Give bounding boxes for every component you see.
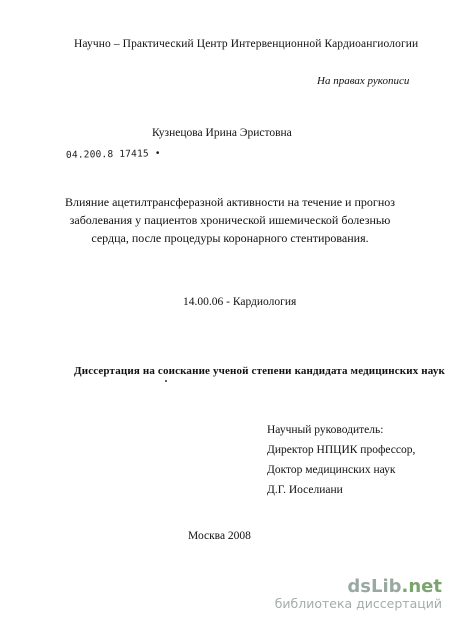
dissertation-title	[60, 193, 400, 247]
title-line: сердца, после процедуры коронарного стентирования.	[91, 231, 369, 245]
city-year: Москва 2008	[188, 530, 251, 542]
dslib-watermark[interactable]	[275, 578, 442, 612]
logo-name: dsLib	[347, 576, 402, 597]
dslib-logo	[275, 578, 442, 596]
supervisor-line: Директор НПЦИК профессор,	[267, 444, 416, 456]
title-line: заболевания у пациентов хронической ишемической болезнью	[69, 213, 391, 227]
supervisor-block	[267, 420, 415, 500]
dissertation-type: Диссертация на соискание ученой степени кандидата медицинских наук	[74, 365, 446, 377]
supervisor-line: Д.Г. Иоселиани	[267, 484, 343, 496]
institution-name: Научно – Практический Центр Интервенционной Кардиоангиологии	[74, 38, 419, 50]
rights-note: На правах рукописи	[317, 75, 410, 87]
watermark-subtitle: библиотека диссертаций	[274, 596, 442, 611]
archive-stamp: 04.200.8 17415 •	[65, 148, 161, 161]
title-line: Влияние ацетилтрансферазной активности на течение и прогноз	[65, 195, 395, 209]
logo-tld: .net	[401, 576, 442, 597]
specialty-code: 14.00.06 - Кардиология	[183, 296, 297, 308]
author-name: Кузнецова Ирина Эристовна	[152, 127, 292, 139]
supervisor-line: Научный руководитель:	[267, 424, 384, 436]
supervisor-line: Доктор медицинских наук	[267, 464, 396, 476]
speck-mark	[165, 380, 167, 382]
